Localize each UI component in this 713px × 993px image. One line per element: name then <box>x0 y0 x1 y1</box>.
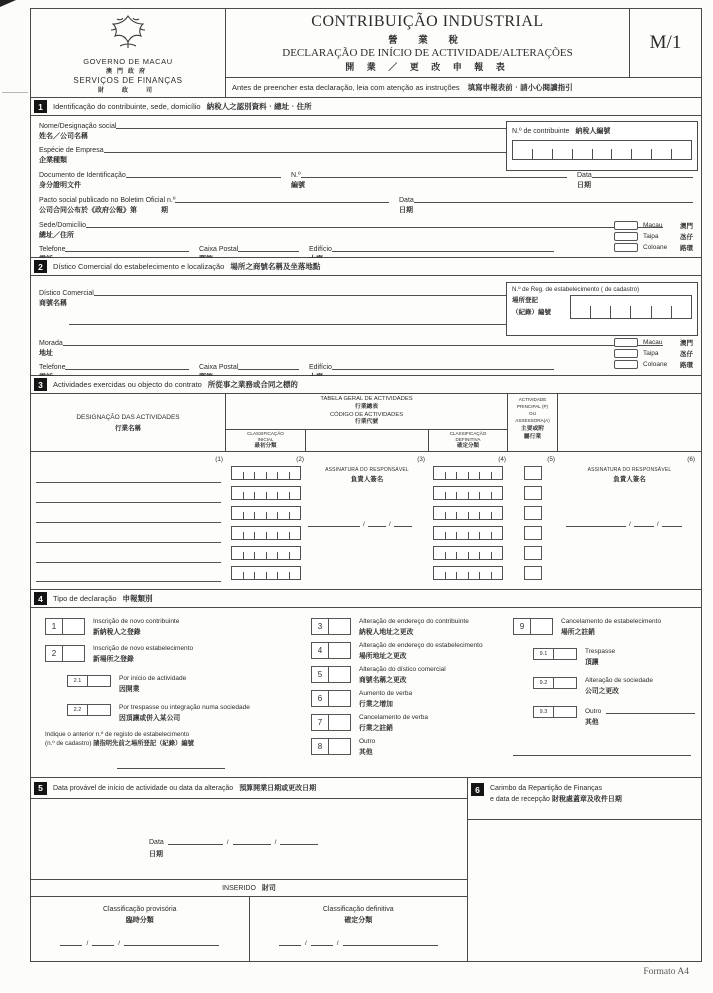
responsible-signature-left: ASSINATURA DO RESPONSÁVEL 負責人簽名 / / <box>306 463 428 587</box>
issuer-cell <box>31 9 226 97</box>
classificacao-inicial-header: CLASSIFICAÇÃO INICIAL 最初分類 <box>226 430 306 451</box>
pacto-data-label-zh: 日期 <box>399 207 413 214</box>
classificacao-provisoria-cell: Classificação provisória 臨時分類 / / <box>31 897 250 961</box>
doc-numero-label-zh: 編號 <box>291 182 305 189</box>
activity-type-box[interactable] <box>524 506 542 520</box>
doc-label-zh: 身分證明文件 <box>39 182 81 189</box>
coloane-checkbox-s1[interactable] <box>614 243 638 252</box>
pacto-label: Pacto social publicado no Boletim Oficial n.º <box>39 197 176 204</box>
tel-input-line-s1[interactable] <box>65 244 189 252</box>
especie-label-zh: 企業種類 <box>39 157 67 164</box>
morada-label-zh: 地址 <box>39 350 53 357</box>
definitive-class-segbox[interactable] <box>433 546 503 560</box>
declaration-type-2-checkbox[interactable]: 2 <box>45 645 85 662</box>
coloane-checkbox-s2[interactable] <box>614 360 638 369</box>
caixa-label-s1: Caixa Postal <box>199 246 239 253</box>
initial-class-column <box>226 463 306 587</box>
form-code: M/1 <box>649 32 682 54</box>
taxpayer-number-box <box>506 121 698 171</box>
declaration-type-8-checkbox[interactable]: 8 <box>311 738 351 755</box>
doc-data-label-zh: 日期 <box>577 182 591 189</box>
declaration-type-2-1-checkbox[interactable]: 2.1 <box>67 675 111 687</box>
edificio-input-line-s1[interactable] <box>332 244 554 252</box>
initial-class-segbox[interactable] <box>231 486 301 500</box>
declaration-type-2-2-checkbox[interactable]: 2.2 <box>67 704 111 716</box>
section5-date-area: Data / / 日期 <box>31 799 467 879</box>
pacto-input-line[interactable] <box>175 195 389 203</box>
doc-numero-label: N.º <box>291 172 301 179</box>
activities-col1-header: DESIGNAÇÃO DAS ACTIVIDADES 行業名稱 <box>31 394 226 451</box>
activity-type-box[interactable] <box>524 486 542 500</box>
signature-date-line-right[interactable]: / / <box>566 519 682 528</box>
initial-class-segbox[interactable] <box>231 466 301 480</box>
section4-title-zh: 申報類別 <box>122 594 153 603</box>
form-title-zh: 營 業 稅 <box>388 35 467 47</box>
activity-type-box[interactable] <box>524 566 542 580</box>
edificio-label-s1: Edifício <box>309 246 332 253</box>
especie-input-line[interactable] <box>104 145 507 153</box>
section3-title: Actividades exercidas ou objecto do contrato <box>53 380 202 389</box>
activity-name-line[interactable] <box>36 503 221 523</box>
section2-body <box>30 276 702 376</box>
section2-number: 2 <box>34 260 47 273</box>
section2-bar <box>30 258 702 276</box>
establishment-reg-box <box>506 282 698 336</box>
location-checkbox-group-s1: Macau 澳門 Taipa 氹仔 Coloane 路環 <box>614 219 693 252</box>
issuer-dept: SERVIÇOS DE FINANÇAS <box>73 75 183 85</box>
declaration-type-4-checkbox[interactable]: 4 <box>311 642 351 659</box>
initial-class-segbox[interactable] <box>231 546 301 560</box>
sede-input-line[interactable] <box>86 220 663 228</box>
edificio-input-line-s2[interactable] <box>332 362 554 370</box>
scan-artifact <box>0 0 16 7</box>
macau-government-crest-icon <box>105 13 151 56</box>
section5-title: Data provável de início de actividade ou data da alteração <box>53 784 234 792</box>
doc-input-line[interactable] <box>126 170 281 178</box>
section6-title-zh: 財稅處蓋章及收件日期 <box>551 796 622 804</box>
section4-bar <box>30 590 702 608</box>
activity-name-column <box>31 463 226 587</box>
form-header <box>30 8 702 98</box>
section4-number: 4 <box>34 592 47 605</box>
section6-title2: e data de recepção <box>490 796 550 804</box>
initial-class-segbox[interactable] <box>231 526 301 540</box>
section2-title-zh: 場所之商號名稱及坐落地點 <box>230 262 321 271</box>
pacto-data-label: Data <box>399 197 414 204</box>
definitiva-input-line[interactable]: / / <box>250 938 468 947</box>
caixa-input-line-s1[interactable] <box>238 244 299 252</box>
reg-label: N.º de Reg. de estabelecimento ( de cadastro) <box>512 286 640 293</box>
declaration-type-9-1-checkbox[interactable]: 9.1 <box>533 648 577 660</box>
form-subtitle-zh: 開 業 ／ 更 改 申 報 表 <box>345 62 510 73</box>
activities-table-general-header: TABELA GERAL DE ACTIVIDADES 行業總表 CÓDIGO DE ACTIVIDADES 行業代號 <box>226 394 507 430</box>
definitive-class-column <box>428 463 508 587</box>
section1-bar <box>30 98 702 116</box>
declaration-type-9-2-checkbox[interactable]: 9.2 <box>533 677 577 689</box>
data-label-s5: Data <box>149 839 164 846</box>
m1-form <box>30 8 702 962</box>
taipa-checkbox-s1[interactable] <box>614 232 638 241</box>
activities-table <box>30 394 702 590</box>
reg-label-zh1: 場所登記 <box>512 297 538 304</box>
column-numbers-row: (1) (2) (3) (4) (5) (6) <box>215 456 695 463</box>
data-label-zh-s5: 日期 <box>149 851 163 858</box>
nome-input-line[interactable] <box>116 121 507 129</box>
section6-header <box>468 778 701 820</box>
section5-number: 5 <box>34 782 47 795</box>
responsible-signature-right: ASSINATURA DO RESPONSÁVEL 負責人簽名 / / <box>558 463 701 587</box>
classificacao-definitiva-header: CLASSIFICAÇÃO DEFINITIVA 確定分類 <box>428 430 508 451</box>
date-month-line[interactable] <box>233 837 271 845</box>
initial-class-segbox[interactable] <box>231 566 301 580</box>
declaration-type-7-checkbox[interactable]: 7 <box>311 714 351 731</box>
form-subtitle: DECLARAÇÃO DE INÍCIO DE ACTIVIDADE/ALTERAÇÕES <box>282 47 573 60</box>
location-checkbox-group-s2: Macau 澳門 Taipa 氹仔 Coloane 路環 <box>614 336 693 369</box>
section1-title: Identificação do contribuinte, sede, domicílio <box>53 102 201 111</box>
section6-title1: Carimbo da Repartição de Finanças <box>490 785 603 792</box>
form-title: CONTRIBUIÇÃO INDUSTRIAL <box>311 13 544 31</box>
previous-reg-input-line[interactable] <box>117 761 225 769</box>
distico-input-line[interactable] <box>94 288 507 296</box>
tel-input-line-s2[interactable] <box>65 362 189 370</box>
declaration-type-1-checkbox[interactable]: 1 <box>45 618 85 635</box>
section4-title: Tipo de declaração <box>53 594 117 603</box>
section3-bar <box>30 376 702 394</box>
section6-number: 6 <box>471 783 484 796</box>
tel-label-s2: Telefone <box>39 364 66 371</box>
activity-type-box[interactable] <box>524 546 542 560</box>
issuer-name-zh: 澳門政府 <box>105 68 150 75</box>
edificio-label-s2: Edifício <box>309 364 332 371</box>
definitive-class-segbox[interactable] <box>433 526 503 540</box>
activity-name-line[interactable] <box>36 563 221 582</box>
distico-input-line2[interactable] <box>69 317 507 325</box>
section1-body <box>30 116 702 258</box>
reg-number-input[interactable] <box>570 295 692 319</box>
activity-type-box[interactable] <box>524 466 542 480</box>
issuer-dept-zh: 財 政 司 <box>97 87 158 94</box>
morada-input-line[interactable] <box>63 338 663 346</box>
initial-class-segbox[interactable] <box>231 506 301 520</box>
taxpayer-number-input[interactable] <box>512 140 692 160</box>
taipa-checkbox-s2[interactable] <box>614 349 638 358</box>
definitive-class-segbox[interactable] <box>433 506 503 520</box>
bottom-block <box>30 778 702 962</box>
nome-label: Nome/Designação social <box>39 123 117 130</box>
declaration-type-3-checkbox[interactable]: 3 <box>311 618 351 635</box>
section3-number: 3 <box>34 378 47 391</box>
instruction-row <box>226 78 701 97</box>
declaration-type-9-3-checkbox[interactable]: 9.3 <box>533 706 577 718</box>
definitive-class-segbox[interactable] <box>433 566 503 580</box>
caixa-input-line-s2[interactable] <box>238 362 299 370</box>
classificacao-definitiva-cell: Classificação definitiva 確定分類 / / <box>250 897 468 961</box>
section5-title-zh: 預算開業日期或更改日期 <box>239 785 317 792</box>
section3-title-zh: 所從事之業務或合同之標的 <box>207 380 298 389</box>
nome-label-zh: 姓名／公司名稱 <box>39 133 88 140</box>
activity-type-header: ACTIVIDADE PRINCIPAL (P) OU ASSESSORA(A) 主要或附 屬行業 <box>508 394 558 451</box>
outro-extra-line-1[interactable] <box>513 748 691 756</box>
doc-data-label: Data <box>577 172 592 179</box>
scan-artifact-dash <box>2 92 28 93</box>
activity-name-line[interactable] <box>36 463 221 483</box>
activity-name-line[interactable] <box>36 483 221 503</box>
definitive-class-segbox[interactable] <box>433 486 503 500</box>
declaration-type-5-checkbox[interactable]: 5 <box>311 666 351 683</box>
declaration-type-9-checkbox[interactable]: 9 <box>513 618 553 635</box>
taxpayer-number-label-zh: 納稅人編號 <box>575 128 611 135</box>
morada-label: Morada <box>39 340 63 347</box>
distico-label: Dístico Comercial <box>39 290 94 297</box>
activity-type-column <box>508 463 558 587</box>
caixa-label-s2: Caixa Postal <box>199 364 239 371</box>
doc-label: Documento de Identificação <box>39 172 126 179</box>
pacto-label-zh: 公司合同公布於《政府公報》第 期 <box>39 207 168 214</box>
outro-9-3-input-line[interactable] <box>606 706 695 714</box>
doc-data-input-line[interactable] <box>592 170 693 178</box>
distico-label-zh: 商號名稱 <box>39 300 67 307</box>
macau-checkbox-s2[interactable] <box>614 338 638 347</box>
pacto-data-input-line[interactable] <box>414 195 693 203</box>
signature-date-line-left[interactable]: / / <box>308 519 412 528</box>
sede-label: Sede/Domicílio <box>39 222 87 229</box>
form-code-cell <box>629 9 701 77</box>
doc-numero-input-line[interactable] <box>301 170 567 178</box>
issuer-name: GOVERNO DE MACAU <box>83 56 173 66</box>
instruction-text-zh: 填寫申報表前‧請小心閱讀指引 <box>467 83 573 93</box>
activity-name-line[interactable] <box>36 523 221 543</box>
stamp-area <box>468 820 701 961</box>
previous-reg-note: Indique o anterior n.º de registo de estabelecimento (n.º de cadastro) 請指明先前之場所登記（紀錄）編號 <box>45 731 194 748</box>
date-day-line[interactable] <box>168 837 223 845</box>
section1-title-zh: 納稅人之認別資料‧總址‧住所 <box>206 102 312 111</box>
title-cell <box>226 9 629 77</box>
provisoria-input-line[interactable]: / / <box>31 938 249 947</box>
activity-type-box[interactable] <box>524 526 542 540</box>
definitive-class-segbox[interactable] <box>433 466 503 480</box>
macau-checkbox-s1[interactable] <box>614 221 638 230</box>
tel-label-s1: Telefone <box>39 246 66 253</box>
date-year-line[interactable] <box>280 837 318 845</box>
section1-number: 1 <box>34 100 47 113</box>
especie-label: Espécie de Empresa <box>39 147 104 154</box>
declaration-type-6-checkbox[interactable]: 6 <box>311 690 351 707</box>
activity-name-line[interactable] <box>36 543 221 563</box>
taxpayer-number-label: N.º de contribuinte <box>512 127 570 135</box>
section5-bar <box>31 778 467 799</box>
reg-label-zh2: （紀錄）編號 <box>512 309 551 316</box>
instruction-text: Antes de preencher esta declaração, leia com atenção as instruções <box>232 83 460 93</box>
section2-title: Dístico Comercial do estabelecimento e localização <box>53 262 225 271</box>
inserido-bar: INSERIDO 財司 <box>31 879 467 897</box>
formato-label: Formato A4 <box>643 967 689 977</box>
section4-body: 1 Inscrição de novo contribuinte 新納稅人之登錄 2 Inscrição de novo estabelecimento 新場所之登錄 2.1 Por início de actividade 因開業 2.2 Por trespasse ou integração numa sociedade 因頂讓或併入某公司 Indique o anterior n.º de registo de estabelecimento (n.º de cadastro) 請指明先前之場所登記（紀錄）編號 3 Alteração de endereço do contribuinte 納稅人地址之更改 4 Alteração de endereço do estabelecimento 場所地址之更改 5 Alteração do dístico comercial 商號名稱之更改 6 Aumento de verba 行業之增加 7 Cancelamento de verba 行業之註銷 8 Outro 其他 9 Cancelamento de estabelecimento 場所之註銷 9.1 Trespasse 頂讓 9.2 Alteração de sociedade 公司之更改 9.3 Outro 其他 <box>30 608 702 778</box>
sede-label-zh: 總址／住所 <box>39 232 74 239</box>
